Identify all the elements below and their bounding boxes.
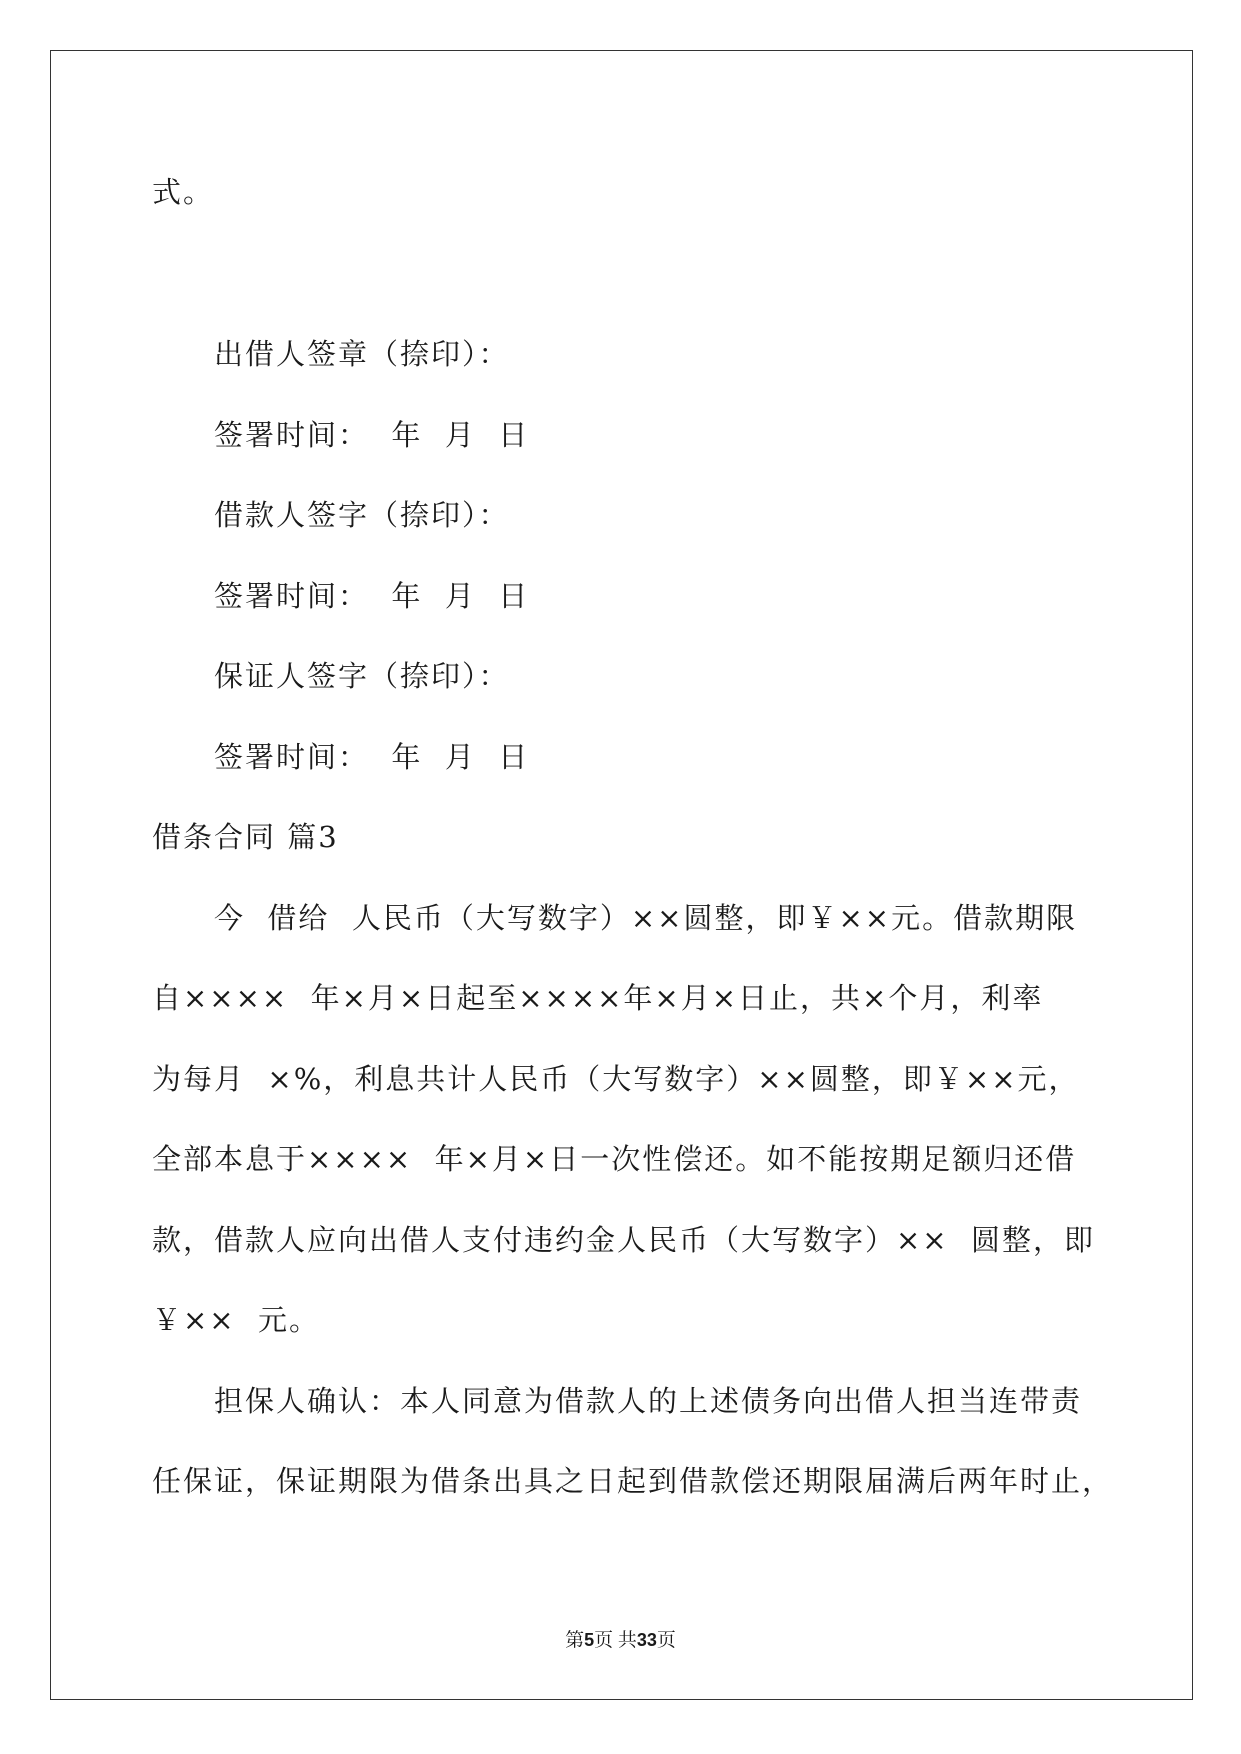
sign-date-line: 签署时间： 年 月 日 <box>214 740 530 774</box>
paragraph-line: 任保证，保证期限为借条出具之日起到借款偿还期限届满后两年时止， <box>152 1464 1114 1498</box>
page-border <box>50 50 1193 1700</box>
sign-date-line: 签署时间： 年 月 日 <box>214 418 530 452</box>
footer-middle: 页 共 <box>594 1630 637 1651</box>
guarantor-signature-line: 保证人签字（捺印）： <box>214 659 510 693</box>
page-number: 5 <box>584 1630 595 1650</box>
section-heading: 借条合同 篇3 <box>152 820 339 854</box>
lender-signature-line: 出借人签章（捺印）： <box>214 337 510 371</box>
text-line: 式。 <box>152 175 215 209</box>
sign-date-line: 签署时间： 年 月 日 <box>214 579 530 613</box>
page-footer <box>0 1628 1241 1653</box>
paragraph-line: 款，借款人应向出借人支付违约金人民币（大写数字）×× 圆整，即 <box>152 1223 1096 1257</box>
footer-suffix: 页 <box>656 1630 676 1651</box>
paragraph-line: 全部本息于×××× 年×月×日一次性偿还。如不能按期足额归还借 <box>152 1142 1077 1176</box>
paragraph-line: 今 借给 人民币（大写数字）××圆整，即￥××元。借款期限 <box>214 901 1078 935</box>
footer-prefix: 第 <box>565 1630 585 1651</box>
paragraph-line: 担保人确认：本人同意为借款人的上述债务向出借人担当连带责 <box>214 1384 1083 1418</box>
paragraph-line: 自×××× 年×月×日起至××××年×月×日止，共×个月，利率 <box>152 981 1044 1015</box>
paragraph-line: ￥×× 元。 <box>152 1303 321 1337</box>
total-pages: 33 <box>636 1630 657 1650</box>
paragraph-line: 为每月 ×%，利息共计人民币（大写数字）××圆整，即￥××元， <box>152 1062 1080 1096</box>
borrower-signature-line: 借款人签字（捺印）： <box>214 498 510 532</box>
